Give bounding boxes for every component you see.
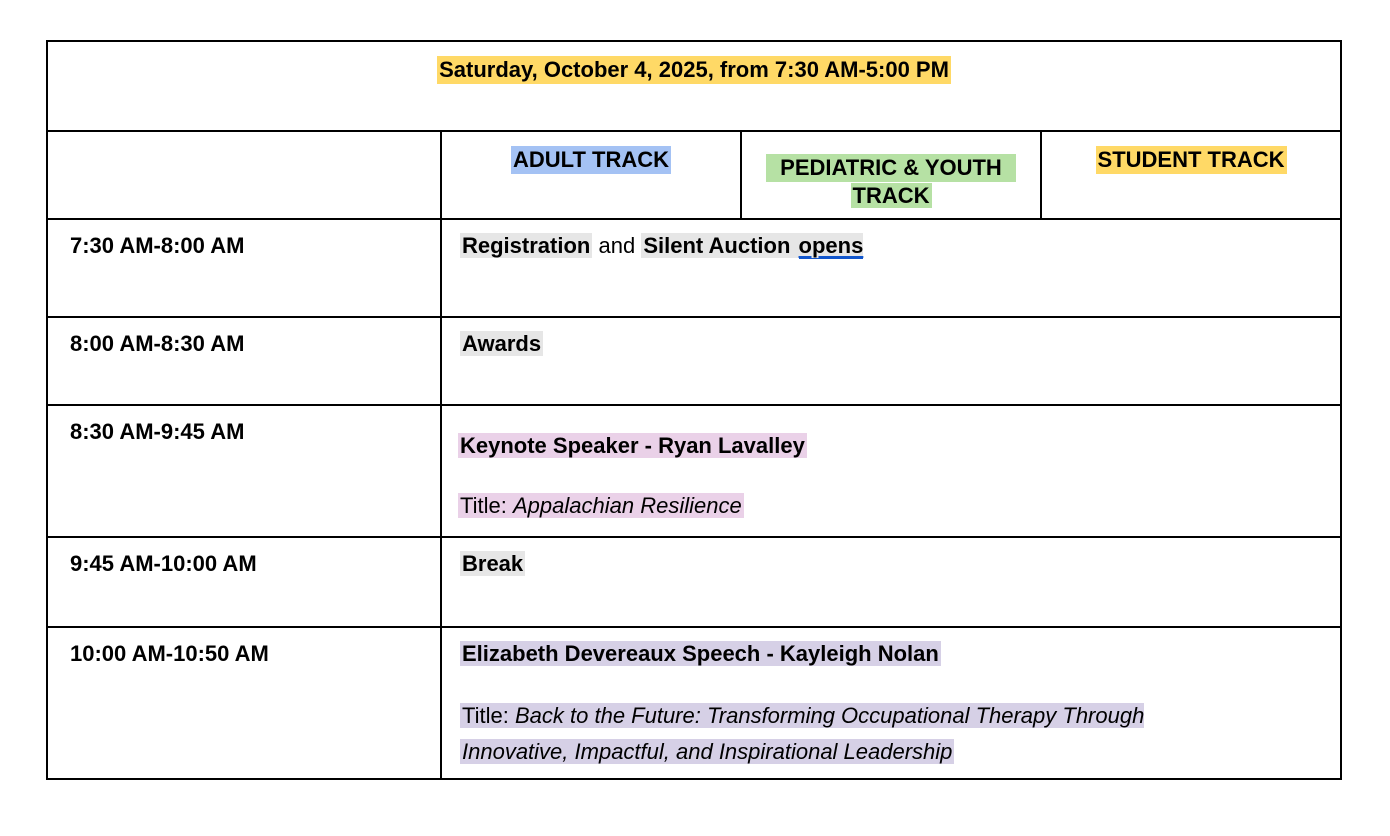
time-slot: 7:30 AM-8:00 AM [70, 233, 245, 258]
schedule-row [47, 537, 1341, 627]
schedule-row [47, 219, 1341, 317]
time-cell [47, 627, 441, 779]
adult-track-header [441, 131, 741, 219]
time-slot: 9:45 AM-10:00 AM [70, 551, 257, 576]
adult-track-label: ADULT TRACK [512, 147, 669, 172]
keynote-title-prefix: Title: [460, 493, 507, 518]
registration-line [460, 232, 1322, 260]
schedule-row [47, 317, 1341, 405]
time-slot: 8:00 AM-8:30 AM [70, 331, 245, 356]
session-cell [441, 317, 1341, 405]
date-row [47, 41, 1341, 131]
pediatric-track-label-line1: PEDIATRIC & YOUTH [780, 155, 1002, 180]
session-cell [441, 405, 1341, 537]
student-track-label: STUDENT TRACK [1097, 147, 1285, 172]
pediatric-track-label [766, 154, 1016, 210]
devereaux-heading: Elizabeth Devereaux Speech - Kayleigh Nolan [462, 641, 939, 666]
keynote-heading: Keynote Speaker - Ryan Lavalley [460, 433, 805, 458]
session-cell [441, 627, 1341, 779]
time-cell [47, 219, 441, 317]
devereaux-title-prefix: Title: [462, 703, 509, 728]
time-cell [47, 405, 441, 537]
event-date: Saturday, October 4, 2025, from 7:30 AM-5:00 PM [439, 57, 949, 82]
devereaux-title-line1: Back to the Future: Transforming Occupational Therapy Through [514, 703, 1145, 728]
time-cell [47, 317, 441, 405]
date-cell [47, 41, 1341, 131]
silent-auction-label: Silent Auction [643, 233, 791, 258]
pediatric-track-label-line2: TRACK [852, 183, 930, 208]
devereaux-title-line2: Innovative, Impactful, and Inspirational Leadership [462, 739, 953, 764]
student-track-header [1041, 131, 1341, 219]
empty-corner-cell [47, 131, 441, 219]
track-header-row [47, 131, 1341, 219]
break-label: Break [462, 551, 524, 576]
session-cell [441, 219, 1341, 317]
time-slot: 8:30 AM-9:45 AM [70, 419, 245, 444]
keynote-title: Appalachian Resilience [512, 493, 742, 518]
schedule-row [47, 405, 1341, 537]
schedule-row [47, 627, 1341, 779]
time-cell [47, 537, 441, 627]
time-slot: 10:00 AM-10:50 AM [70, 641, 269, 666]
registration-label: Registration [462, 233, 591, 258]
session-cell [441, 537, 1341, 627]
registration-connector: and [598, 233, 636, 258]
awards-label: Awards [462, 331, 542, 356]
schedule-table [46, 40, 1342, 780]
opens-link[interactable]: opens [798, 233, 864, 258]
pediatric-track-header [741, 131, 1041, 219]
